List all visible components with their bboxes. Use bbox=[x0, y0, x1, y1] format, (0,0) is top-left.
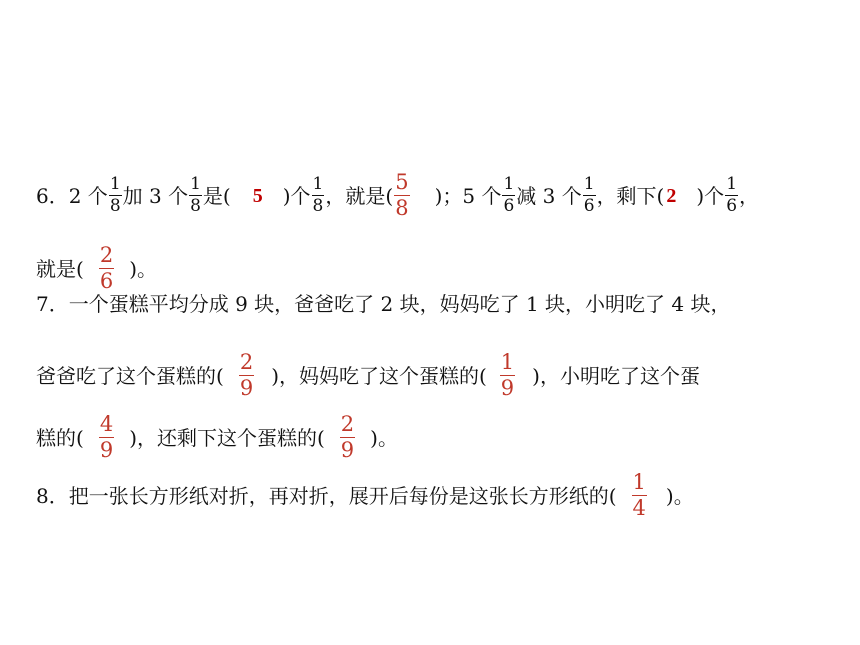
q6-line1 bbox=[36, 172, 759, 219]
q6-text-b: 加 3 个 bbox=[122, 183, 189, 208]
q8-line bbox=[36, 472, 694, 519]
q7-line3 bbox=[36, 414, 398, 461]
fraction-1-6: $\frac{1}{6}$ bbox=[726, 174, 738, 216]
answer-fraction-2-9: $\frac{2}{9}$ bbox=[340, 412, 355, 462]
q7-line2 bbox=[36, 352, 700, 399]
q8-text-b: )。 bbox=[665, 483, 694, 508]
answer-5: 5 bbox=[252, 184, 263, 207]
fraction-1-6: $\frac{1}{6}$ bbox=[583, 174, 595, 216]
q7-text: 7．一个蛋糕平均分成 9 块，爸爸吃了 2 块，妈妈吃了 1 块，小明吃了 4 块， bbox=[36, 292, 731, 316]
q7-line3-text-a: 糕的( bbox=[36, 425, 84, 450]
answer-fraction-4-9: $\frac{4}{9}$ bbox=[99, 412, 114, 462]
fraction-1-6: $\frac{1}{6}$ bbox=[503, 174, 515, 216]
q7-line2-text-b: )，妈妈吃了这个蛋糕的( bbox=[271, 363, 487, 388]
fraction-1-8: $\frac{1}{8}$ bbox=[109, 174, 121, 216]
answer-fraction-1-9: $\frac{1}{9}$ bbox=[500, 350, 515, 400]
q6-text-f: )；5 个 bbox=[434, 183, 502, 208]
q6-line2 bbox=[36, 245, 157, 292]
q6-text-g: 减 3 个 bbox=[516, 183, 582, 208]
q6-line2-text-b: )。 bbox=[129, 256, 157, 281]
q6-text-i: )个 bbox=[696, 183, 725, 208]
q6-text-d: )个 bbox=[282, 183, 311, 208]
q7-line3-text-c: )。 bbox=[370, 425, 398, 450]
q6-line2-text-a: 就是( bbox=[36, 256, 84, 281]
q6-text-h: ，剩下( bbox=[596, 183, 665, 208]
q7-line3-text-b: )，还剩下这个蛋糕的( bbox=[129, 425, 325, 450]
q7-line2-text-a: 爸爸吃了这个蛋糕的( bbox=[36, 363, 224, 388]
answer-fraction-1-4: $\frac{1}{4}$ bbox=[632, 470, 646, 520]
fraction-1-8: $\frac{1}{8}$ bbox=[312, 174, 324, 216]
answer-fraction-2-6: $\frac{2}{6}$ bbox=[99, 243, 114, 293]
answer-fraction-2-9: $\frac{2}{9}$ bbox=[239, 350, 254, 400]
q6-text-j: ， bbox=[739, 183, 760, 208]
q6-text-e: ，就是( bbox=[325, 183, 394, 208]
fraction-1-8: $\frac{1}{8}$ bbox=[190, 174, 201, 216]
q6-text-a: 6．2 个 bbox=[36, 183, 108, 208]
q6-text-c: 是( bbox=[202, 183, 231, 208]
q8-text-a: 8．把一张长方形纸对折，再对折，展开后每份是这张长方形纸的( bbox=[36, 483, 617, 508]
q7-line2-text-c: )，小明吃了这个蛋 bbox=[532, 363, 700, 388]
answer-fraction-5-8: $\frac{5}{8}$ bbox=[395, 170, 409, 220]
answer-2: 2 bbox=[666, 184, 677, 207]
q7-line1 bbox=[36, 294, 730, 314]
